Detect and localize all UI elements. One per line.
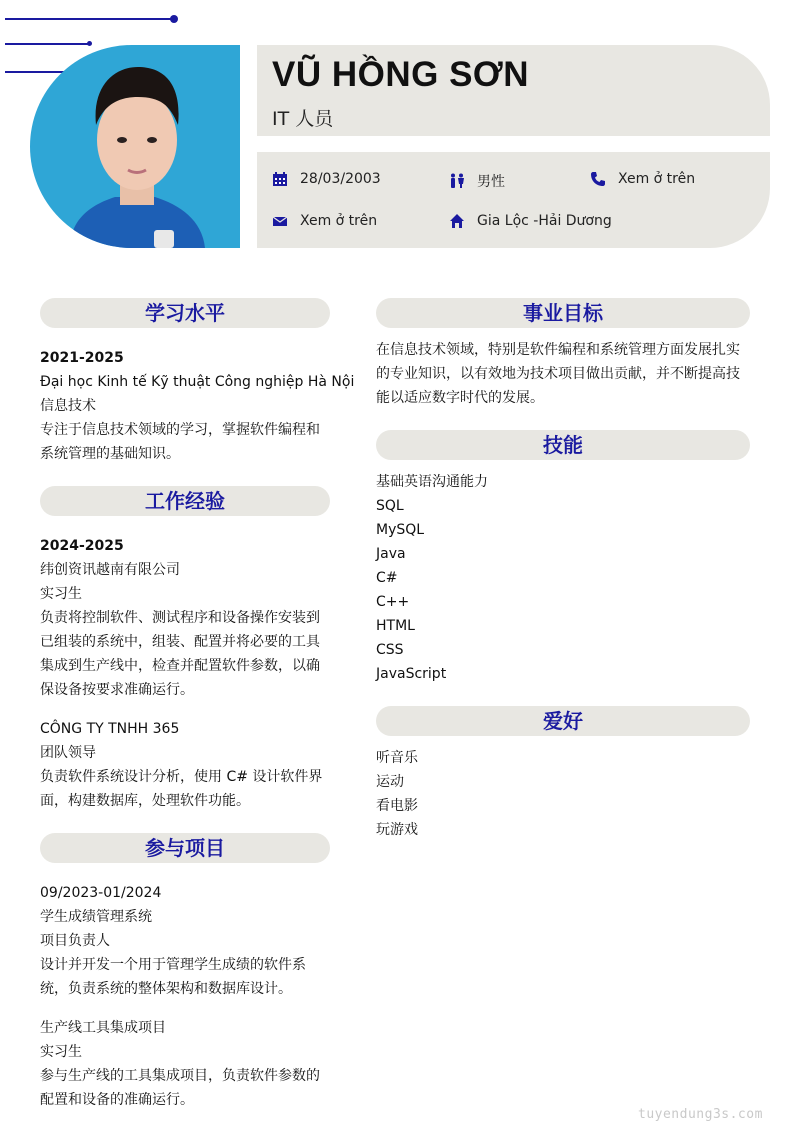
job1-desc-line: 集成到生产线中，检查并配置软件参数，以确 bbox=[40, 658, 320, 674]
address-row bbox=[449, 213, 612, 229]
project2-desc-line: 参与生产线的工具集成项目，负责软件参数的 bbox=[40, 1068, 320, 1084]
gender-row bbox=[449, 171, 505, 191]
job1-company: 纬创资讯越南有限公司 bbox=[40, 562, 180, 578]
skill-item: SQL bbox=[376, 498, 404, 514]
objective-heading: 事业目标 bbox=[376, 298, 750, 328]
skill-item: Java bbox=[376, 546, 406, 562]
project2-role: 实习生 bbox=[40, 1044, 82, 1060]
objective-line: 在信息技术领域，特别是软件编程和系统管理方面发展扎实 bbox=[376, 342, 740, 358]
skill-item: JavaScript bbox=[376, 666, 447, 682]
skill-item: C++ bbox=[376, 594, 410, 610]
profile-photo bbox=[30, 45, 240, 248]
candidate-name: VŨ HỒNG SƠN bbox=[272, 55, 530, 94]
education-desc-line: 系统管理的基础知识。 bbox=[40, 446, 180, 462]
education-desc-line: 专注于信息技术领域的学习，掌握软件编程和 bbox=[40, 422, 320, 438]
job1-desc-line: 保设备按要求准确运行。 bbox=[40, 682, 194, 698]
phone-row bbox=[590, 171, 695, 187]
education-major: 信息技术 bbox=[40, 398, 96, 414]
phone-value: Xem ở trên bbox=[618, 171, 696, 187]
calendar-icon bbox=[272, 171, 288, 187]
skill-item: MySQL bbox=[376, 522, 425, 538]
decor-line-1 bbox=[5, 18, 173, 20]
job1-position: 实习生 bbox=[40, 586, 82, 602]
project1-role: 项目负责人 bbox=[40, 933, 110, 949]
project1-desc-line: 统，负责系统的整体架构和数据库设计。 bbox=[40, 981, 292, 997]
job1-desc-line: 负责将控制软件、测试程序和设备操作安装到 bbox=[40, 610, 320, 626]
skill-item: CSS bbox=[376, 642, 404, 658]
objective-line: 能以适应数字时代的发展。 bbox=[376, 390, 544, 406]
contact-panel bbox=[257, 152, 770, 248]
education-heading: 学习水平 bbox=[40, 298, 330, 328]
email-value: Xem ở trên bbox=[300, 213, 378, 229]
project2-desc-line: 配置和设备的准确运行。 bbox=[40, 1092, 194, 1108]
decor-line-2 bbox=[5, 43, 90, 45]
hobbies-heading: 爱好 bbox=[376, 706, 750, 736]
name-panel bbox=[257, 45, 770, 136]
experience-heading: 工作经验 bbox=[40, 486, 330, 516]
project1-name: 学生成绩管理系统 bbox=[40, 909, 152, 925]
phone-icon bbox=[590, 171, 606, 187]
decor-line-3 bbox=[5, 71, 65, 73]
education-school: Đại học Kinh tế Kỹ thuật Công nghiệp Hà Nội bbox=[40, 374, 355, 390]
mail-icon bbox=[272, 213, 288, 229]
home-icon bbox=[449, 213, 465, 229]
decor-dot-1 bbox=[170, 15, 178, 23]
objective-line: 的专业知识，以有效地为技术项目做出贡献，并不断提高技 bbox=[376, 366, 740, 382]
watermark: tuyendung3s.com bbox=[638, 1107, 763, 1122]
job2-position: 团队领导 bbox=[40, 745, 96, 761]
gender-value: 男性 bbox=[477, 174, 505, 190]
hobby-item: 运动 bbox=[376, 774, 404, 790]
job2-desc-line: 面，构建数据库，处理软件功能。 bbox=[40, 793, 250, 809]
job1-period: 2024-2025 bbox=[40, 538, 124, 554]
address-value: Gia Lộc -Hải Dương bbox=[477, 213, 612, 229]
birthday-value: 28/03/2003 bbox=[300, 171, 381, 187]
skills-heading: 技能 bbox=[376, 430, 750, 460]
job2-company: CÔNG TY TNHH 365 bbox=[40, 721, 180, 737]
hobby-item: 听音乐 bbox=[376, 750, 418, 766]
email-row bbox=[272, 213, 377, 229]
project2-name: 生产线工具集成项目 bbox=[40, 1020, 166, 1036]
gender-icon bbox=[449, 173, 465, 189]
job1-desc-line: 已组装的系统中，组装、配置并将必要的工具 bbox=[40, 634, 320, 650]
job2-desc-line: 负责软件系统设计分析，使用 C# 设计软件界 bbox=[40, 769, 323, 785]
education-period: 2021-2025 bbox=[40, 350, 124, 366]
projects-heading: 参与项目 bbox=[40, 833, 330, 863]
skill-item: HTML bbox=[376, 618, 415, 634]
skill-item: C# bbox=[376, 570, 398, 586]
birthday-row bbox=[272, 171, 381, 187]
hobby-item: 玩游戏 bbox=[376, 822, 418, 838]
hobby-item: 看电影 bbox=[376, 798, 418, 814]
skill-item: 基础英语沟通能力 bbox=[376, 474, 488, 490]
project1-period: 09/2023-01/2024 bbox=[40, 885, 162, 901]
project1-desc-line: 设计并开发一个用于管理学生成绩的软件系 bbox=[40, 957, 306, 973]
decor-dot-2 bbox=[87, 41, 92, 46]
candidate-role: IT 人员 bbox=[272, 108, 334, 130]
